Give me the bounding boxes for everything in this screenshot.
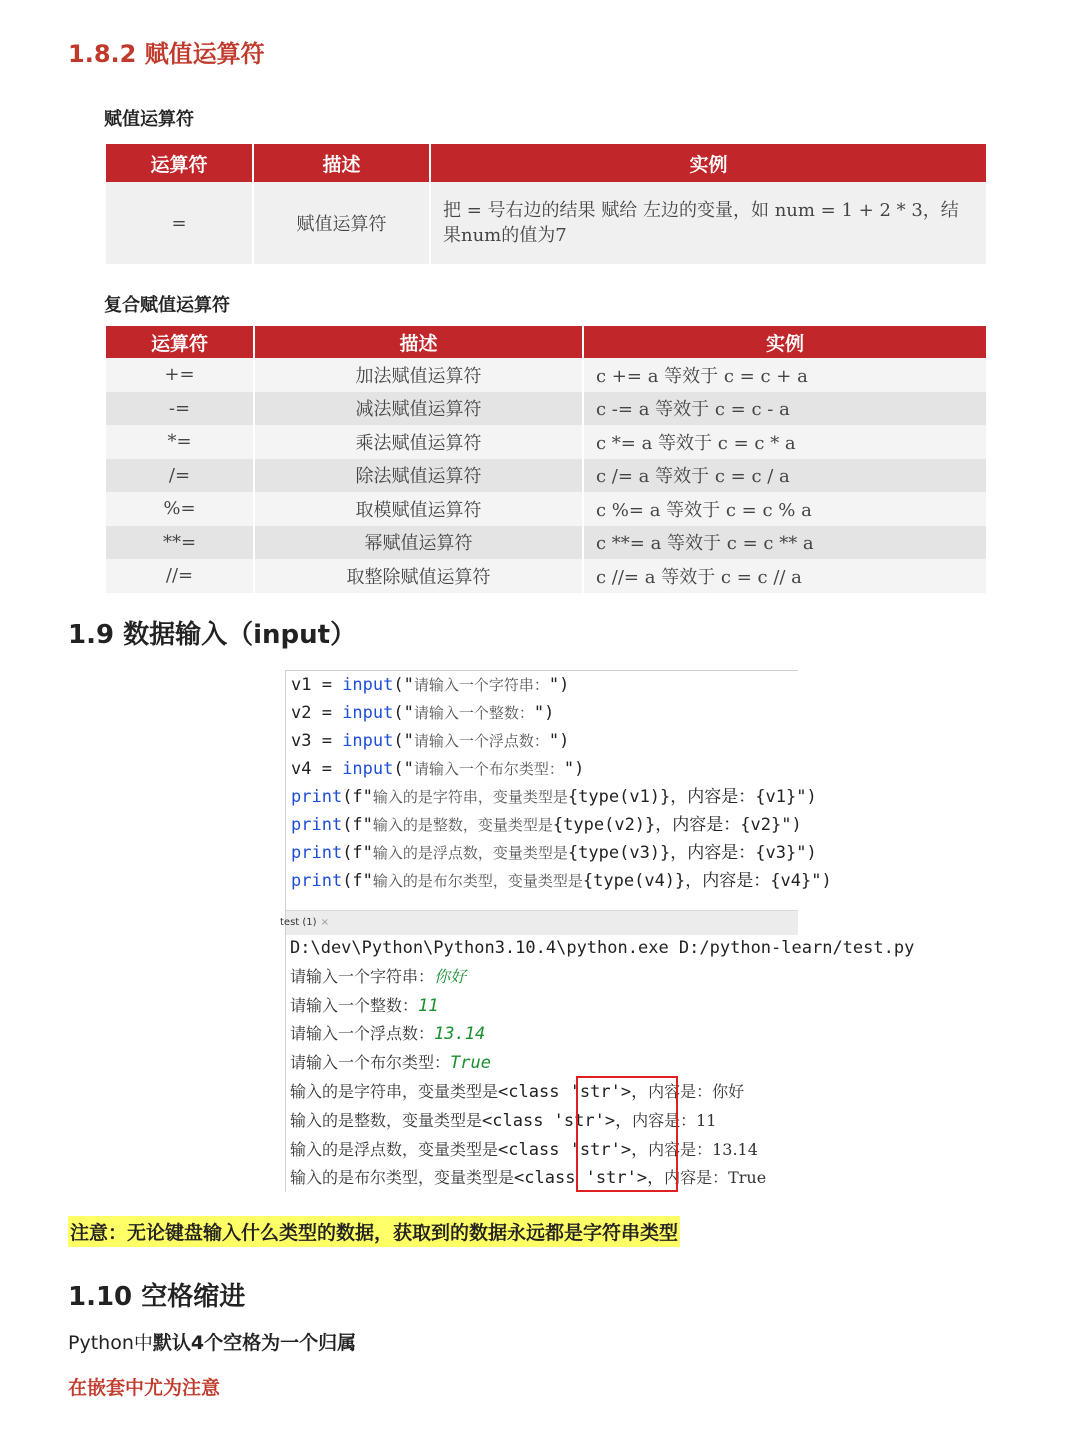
- table-cell: c **= a 等效于 c = c ** a: [583, 526, 986, 560]
- console-command: D:\dev\Python\Python3.10.4\python.exe D:/python-learn/test.py: [290, 938, 915, 958]
- table-header: 描述: [254, 326, 583, 358]
- code-line: print(f"输入的是字符串，变量类型是{type(v1)}，内容是：{v1}"): [291, 787, 817, 807]
- table-cell: c //= a 等效于 c = c // a: [583, 559, 986, 593]
- table-cell: c += a 等效于 c = c + a: [583, 358, 986, 392]
- table-cell: c -= a 等效于 c = c - a: [583, 392, 986, 426]
- table-cell: 把 = 号右边的结果 赋给 左边的变量，如 num = 1 + 2 * 3，结果num的值为7: [430, 182, 986, 264]
- code-line: v2 = input("请输入一个整数："): [291, 703, 555, 723]
- table-row: [106, 392, 986, 426]
- assign-operator-table: [106, 144, 986, 264]
- table-cell: =: [106, 182, 253, 264]
- table-header: 描述: [253, 144, 430, 182]
- code-line: print(f"输入的是浮点数，变量类型是{type(v3)}，内容是：{v3}"): [291, 843, 817, 863]
- assign-operator-label: 赋值运算符: [104, 109, 194, 130]
- table-cell: 加法赋值运算符: [254, 358, 583, 392]
- section-title-1-9: 1.9 数据输入（input）: [68, 620, 357, 650]
- code-line: print(f"输入的是布尔类型，变量类型是{type(v4)}，内容是：{v4}"): [291, 871, 832, 891]
- table-row: [106, 425, 986, 459]
- indent-rule: Python中默认4个空格为一个归属: [68, 1332, 357, 1354]
- table-row: [106, 559, 986, 593]
- section-title-1-10: 1.10 空格缩进: [68, 1282, 246, 1312]
- table-cell: 赋值运算符: [253, 182, 430, 264]
- code-line: v1 = input("请输入一个字符串："): [291, 675, 570, 695]
- table-cell: 乘法赋值运算符: [254, 425, 583, 459]
- table-header: 运算符: [106, 326, 254, 358]
- compound-operator-label: 复合赋值运算符: [104, 295, 230, 316]
- section-title-1-8-2: 1.8.2 赋值运算符: [68, 40, 265, 68]
- console-line: 请输入一个整数：11: [290, 995, 439, 1016]
- table-cell: +=: [106, 358, 254, 392]
- table-header: 实例: [430, 144, 986, 182]
- console-line: 请输入一个浮点数：13.14: [290, 1024, 486, 1045]
- table-cell: 取模赋值运算符: [254, 492, 583, 526]
- close-icon[interactable]: ×: [320, 917, 329, 928]
- table-row: [106, 182, 986, 264]
- table-header: 实例: [583, 326, 986, 358]
- table-cell: c *= a 等效于 c = c * a: [583, 425, 986, 459]
- compound-operator-table: [106, 326, 986, 593]
- code-line: print(f"输入的是整数，变量类型是{type(v2)}，内容是：{v2}"): [291, 815, 802, 835]
- run-tab-bar: [280, 910, 798, 935]
- run-console: [285, 934, 915, 1192]
- table-row: [106, 492, 986, 526]
- table-cell: c %= a 等效于 c = c % a: [583, 492, 986, 526]
- table-cell: -=: [106, 392, 254, 426]
- table-cell: 取整除赋值运算符: [254, 559, 583, 593]
- table-cell: //=: [106, 559, 254, 593]
- table-cell: c /= a 等效于 c = c / a: [583, 459, 986, 493]
- note-highlight: 注意：无论键盘输入什么类型的数据，获取到的数据永远都是字符串类型: [68, 1216, 680, 1247]
- console-line: 输入的是字符串，变量类型是<class 'str'>，内容是：你好: [290, 1081, 745, 1102]
- table-cell: 除法赋值运算符: [254, 459, 583, 493]
- console-line: 输入的是浮点数，变量类型是<class 'str'>，内容是：13.14: [290, 1139, 758, 1160]
- console-line: 输入的是整数，变量类型是<class 'str'>，内容是：11: [290, 1110, 717, 1131]
- table-header: 运算符: [106, 144, 253, 182]
- table-cell: /=: [106, 459, 254, 493]
- code-editor: [285, 670, 832, 911]
- table-cell: *=: [106, 425, 254, 459]
- table-cell: %=: [106, 492, 254, 526]
- table-cell: **=: [106, 526, 254, 560]
- console-line: 请输入一个字符串：你好: [290, 966, 467, 986]
- table-cell: 幂赋值运算符: [254, 526, 583, 560]
- console-line: 请输入一个布尔类型：True: [290, 1053, 491, 1074]
- table-row: [106, 526, 986, 560]
- table-row: [106, 358, 986, 392]
- code-line: v3 = input("请输入一个浮点数："): [291, 731, 570, 751]
- table-row: [106, 459, 986, 493]
- run-tab[interactable]: test (1): [280, 917, 317, 928]
- console-line: 输入的是布尔类型，变量类型是<class 'str'>，内容是：True: [290, 1168, 767, 1189]
- code-line: v4 = input("请输入一个布尔类型："): [291, 759, 585, 779]
- highlight-box: [576, 1076, 678, 1192]
- nesting-warning: 在嵌套中尤为注意: [68, 1377, 221, 1399]
- table-cell: 减法赋值运算符: [254, 392, 583, 426]
